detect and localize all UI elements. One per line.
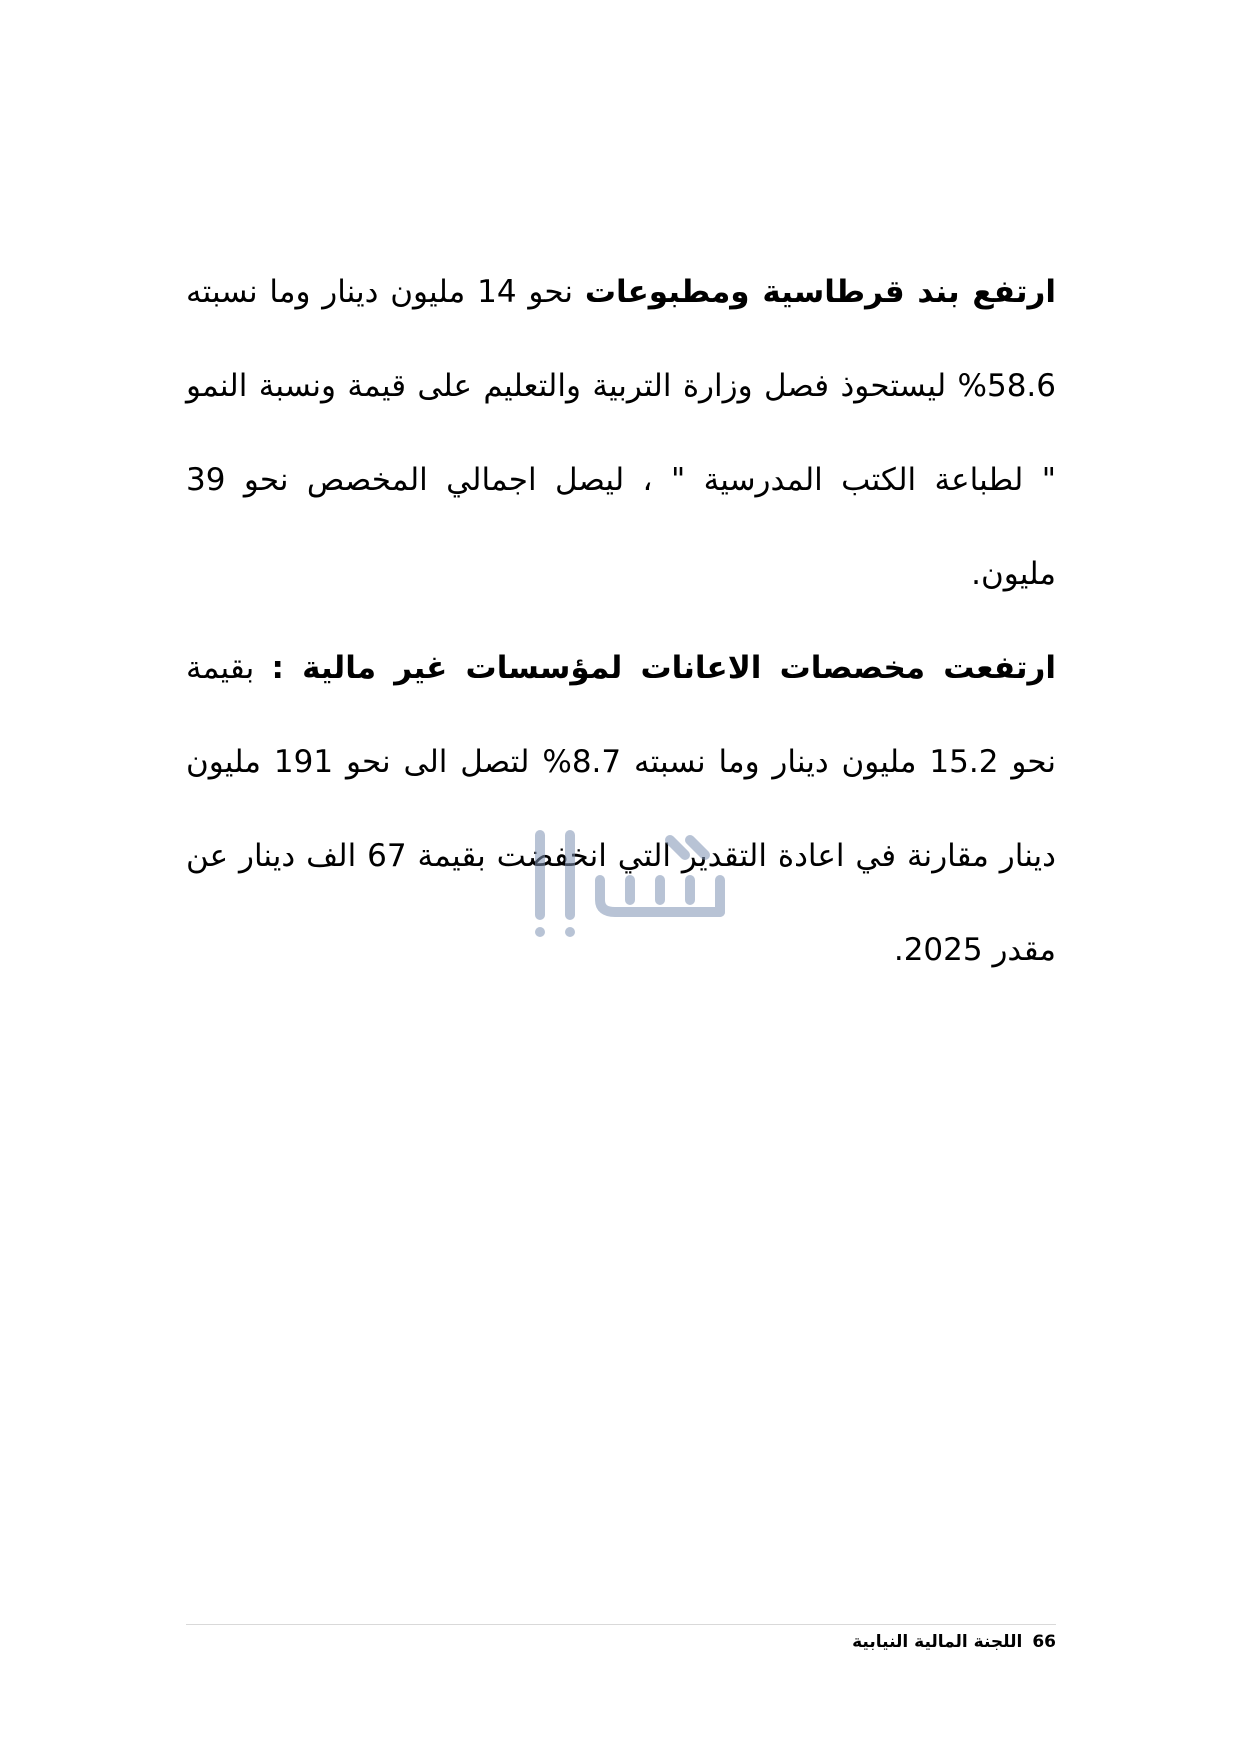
paragraph-heading: ارتفعت مخصصات الاعانات لمؤسسات غير مالية : [271, 650, 1056, 686]
page-footer [842, 1630, 1056, 1654]
paragraph-text: بقيمة نحو 15.2 مليون دينار وما نسبته 8.7% لتصل الى نحو 191 مليون دينار مقارنة في اعادة التقدير التي انخفضت بقيمة 67 الف دينار عن مقدر 2025. [186, 650, 1056, 968]
page-number: 66 [1032, 1632, 1056, 1652]
footer-divider [186, 1624, 1056, 1625]
paragraph-heading: ارتفع بند قرطاسية ومطبوعات [584, 274, 1056, 310]
paragraph-text: نحو 14 مليون دينار وما نسبته 58.6% ليستحوذ فصل وزارة التربية والتعليم على قيمة ونسبة النمو " لطباعة الكتب المدرسية " ، ليصل اجمالي المخصص نحو 39 مليون. [186, 274, 1056, 592]
paragraph-subsidies [186, 621, 1056, 997]
paragraph-stationery [186, 245, 1056, 621]
footer-title: اللجنة المالية النيابية [852, 1632, 1023, 1652]
site-logo-watermark-icon [520, 820, 740, 940]
